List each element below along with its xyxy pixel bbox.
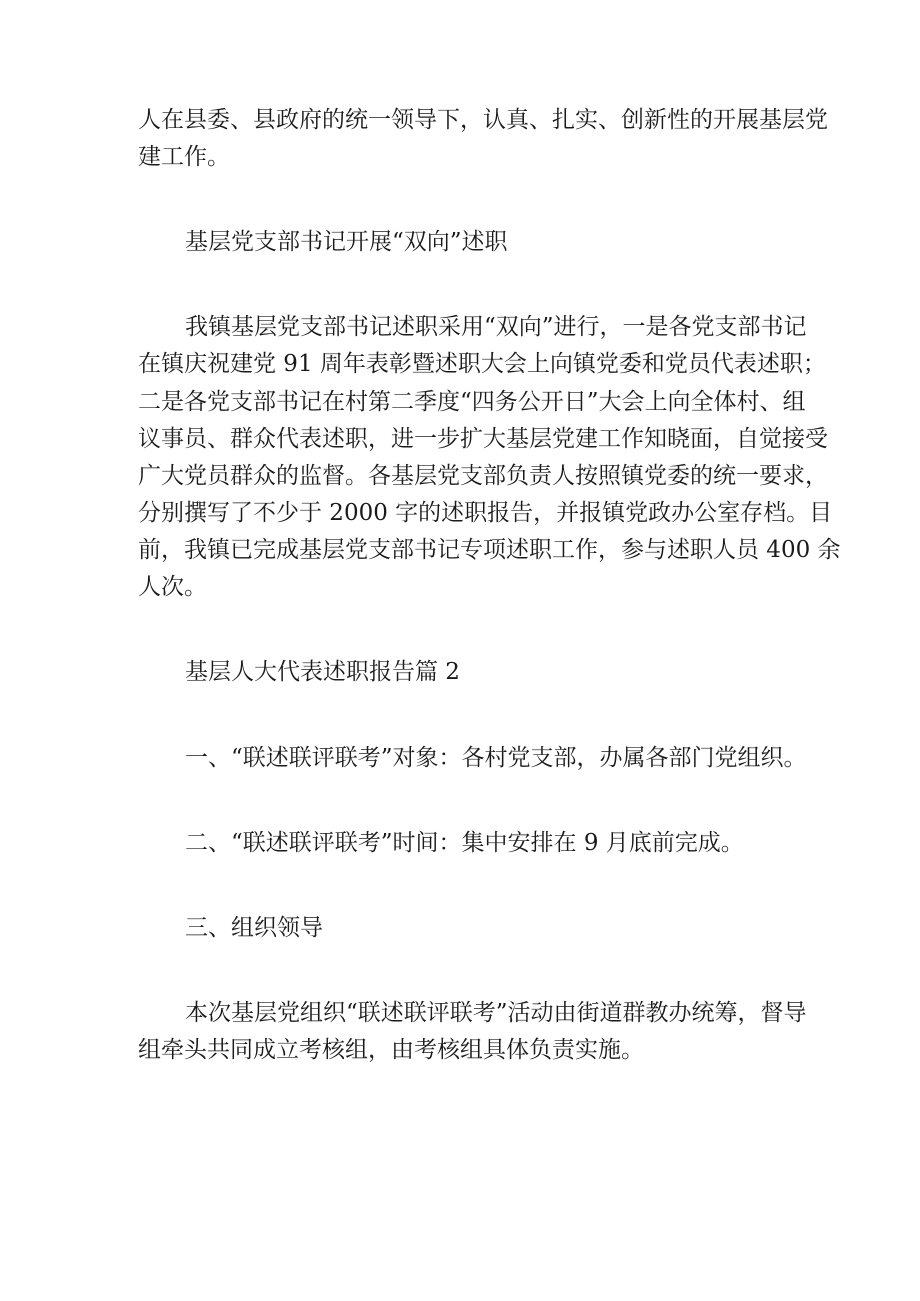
paragraph-line: 组牵头共同成立考核组，由考核组具体负责实施。 bbox=[138, 1037, 644, 1063]
paragraph-line: 前，我镇已完成基层党支部书记专项述职工作，参与述职人员 400 余 bbox=[138, 537, 841, 563]
paragraph-line: 广大党员群众的监督。各基层党支部负责人按照镇党委的统一要求， bbox=[138, 463, 828, 489]
paragraph-line: 议事员、群众代表述职，进一步扩大基层党建工作知晓面，自觉接受 bbox=[138, 426, 828, 452]
list-item: 三、组织领导 bbox=[185, 915, 323, 941]
section-heading: 基层人大代表述职报告篇 2 bbox=[185, 659, 460, 685]
paragraph-line: 本次基层党组织“联述联评联考”活动由街道群教办统筹，督导 bbox=[185, 1000, 807, 1026]
paragraph-line: 人在县委、县政府的统一领导下，认真、扎实、创新性的开展基层党 bbox=[138, 107, 828, 133]
list-item: 一、“联述联评联考”对象：各村党支部，办属各部门党组织。 bbox=[185, 745, 807, 771]
paragraph-line: 在镇庆祝建党 91 周年表彰暨述职大会上向镇党委和党员代表述职； bbox=[138, 351, 826, 377]
paragraph-line: 建工作。 bbox=[138, 144, 230, 170]
paragraph-line: 我镇基层党支部书记述职采用“双向”进行，一是各党支部书记 bbox=[185, 314, 807, 340]
paragraph-line: 分别撰写了不少于 2000 字的述职报告，并报镇党政办公室存档。目 bbox=[138, 500, 833, 526]
list-item: 二、“联述联评联考”时间：集中安排在 9 月底前完成。 bbox=[185, 830, 744, 856]
paragraph-line: 二是各党支部书记在村第二季度“四务公开日”大会上向全体村、组 bbox=[138, 389, 806, 415]
section-heading: 基层党支部书记开展“双向”述职 bbox=[185, 229, 508, 255]
paragraph-line: 人次。 bbox=[138, 574, 207, 600]
